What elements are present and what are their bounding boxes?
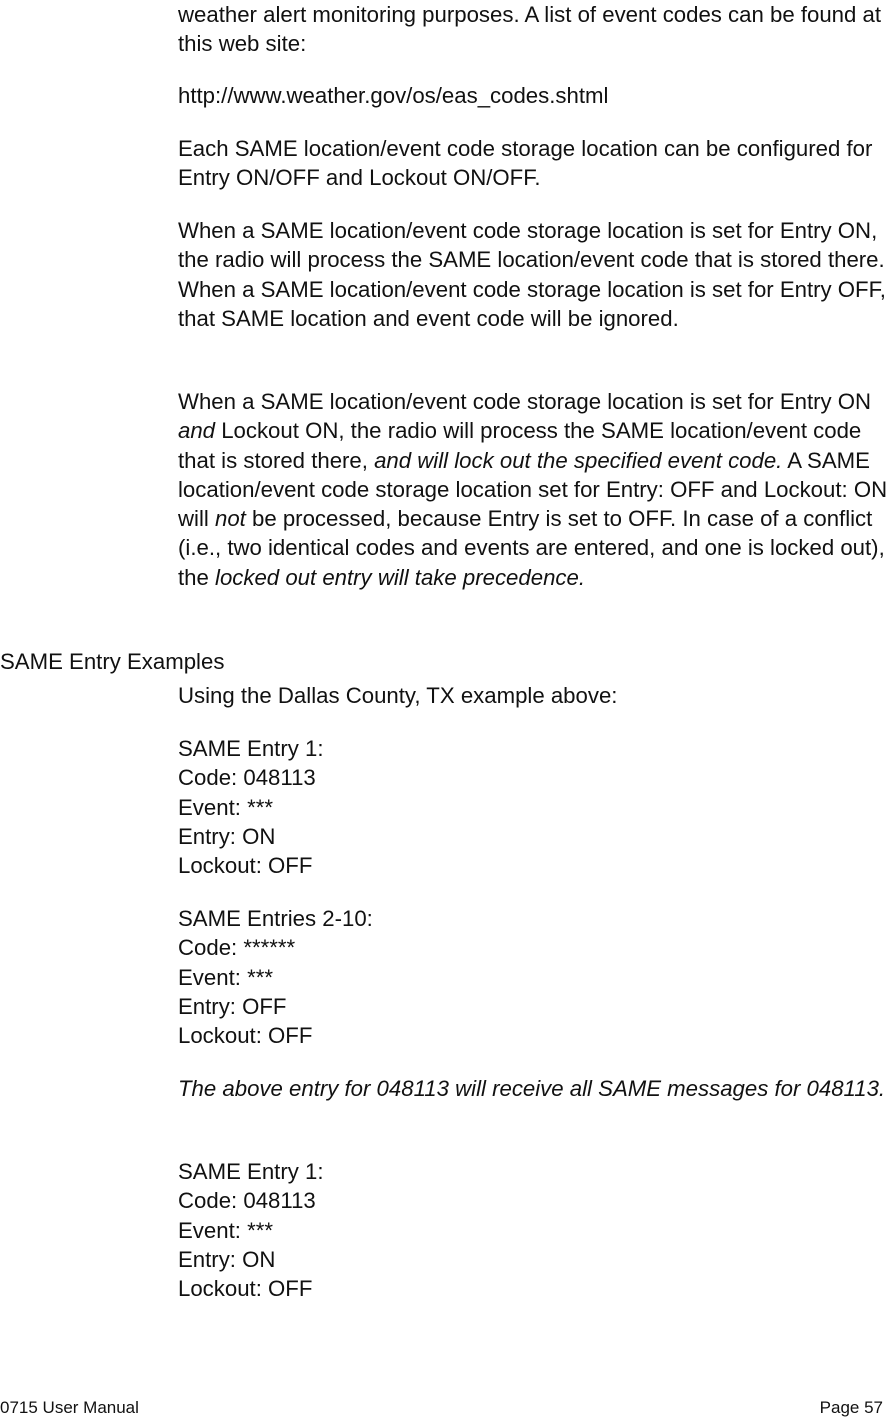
section-heading: SAME Entry Examples [0, 649, 225, 674]
footer-manual-title: 0715 User Manual [0, 1398, 139, 1417]
entry-on-text: When a SAME location/event code storage location is set for Entry ON, the radio will process the SAME location/event code that is stored there. When a SAME location/event code storage location is set for Entry OFF, that SAME location and event code will be ignored. [178, 218, 886, 331]
example-block-2 [178, 904, 894, 1050]
paragraph-config [178, 134, 894, 193]
url-text: http://www.weather.gov/os/eas_codes.shtml [178, 83, 609, 108]
lockout-italic-1: and [178, 418, 216, 444]
paragraph-lockout [178, 387, 894, 592]
example-block-1-text: SAME Entry 1: Code: 048113 Event: *** Entry: ON Lockout: OFF [178, 736, 324, 879]
example-block-3 [178, 1157, 894, 1303]
paragraph-intro [178, 0, 894, 59]
footer-page-number: Page 57 [819, 1398, 883, 1417]
lockout-text-4: be processed, because Entry is set to OFF. In case of a conflict (i.e., two identical codes and events are entered, and one is locked out), the [178, 506, 885, 590]
intro-text: weather alert monitoring purposes. A list of event codes can be found at this web site: [178, 2, 882, 57]
example-note-text [178, 1074, 894, 1103]
example-block-3-text: SAME Entry 1: Code: 048113 Event: *** Entry: ON Lockout: OFF [178, 1159, 324, 1302]
example-note [178, 1074, 894, 1103]
lockout-italic-3: not [214, 506, 246, 532]
examples-intro-text: Using the Dallas County, TX example above: [178, 683, 618, 708]
example-block-2-text: SAME Entries 2-10: Code: ****** Event: *** Entry: OFF Lockout: OFF [178, 906, 373, 1049]
lockout-text-3: A SAME location/event code storage location set for Entry: OFF and Lockout: ON will [178, 447, 888, 532]
config-text: Each SAME location/event code storage location can be configured for Entry ON/OFF and Lockout ON/OFF. [178, 136, 873, 191]
lockout-italic-2: and will lock out the specified event code. [374, 447, 783, 473]
lockout-italic-4: locked out entry will take precedence. [215, 564, 586, 590]
lockout-text-2: Lockout ON, the radio will process the SAME location/event code that is stored there, [178, 418, 862, 473]
example-block-1 [178, 734, 894, 880]
lockout-text [178, 387, 894, 592]
paragraph-entry-on [178, 216, 894, 333]
example-note-italic: The above entry for 048113 will receive all SAME messages for 048113. [178, 1076, 886, 1101]
lockout-text-1: When a SAME location/event code storage location is set for Entry ON [178, 389, 872, 414]
examples-intro [178, 681, 894, 710]
paragraph-url [178, 81, 894, 110]
